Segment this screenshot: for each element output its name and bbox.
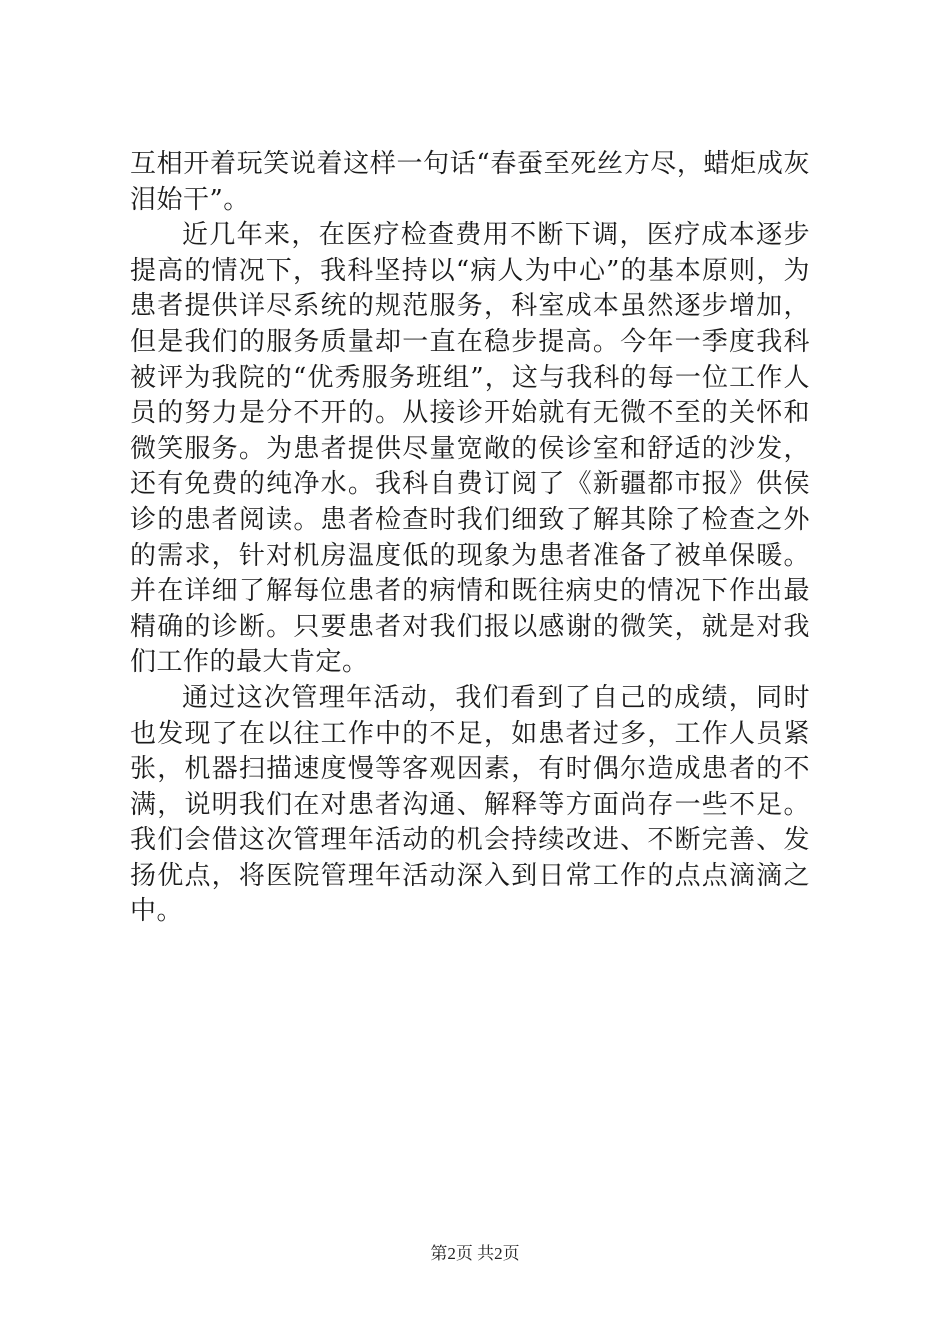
document-body bbox=[130, 147, 810, 930]
page-footer: 第2页 共2页 bbox=[430, 1244, 520, 1263]
paragraph-continuation: 互相开着玩笑说着这样一句话“春蚕至死丝方尽，蜡炬成灰泪始干”。 bbox=[130, 149, 810, 215]
paragraph-management-year: 通过这次管理年活动，我们看到了自己的成绩，同时也发现了在以往工作中的不足，如患者过多，工作人员紧张，机器扫描速度慢等客观因素，有时偶尔造成患者的不满，说明我们在对患者沟通、解释等方面尚存一些不足。我们会借这次管理年活动的机会持续改进、不断完善、发扬优点，将医院管理年活动深入到日常工作的点点滴滴之中。 bbox=[130, 682, 810, 927]
paragraph-service-quality: 近几年来，在医疗检查费用不断下调，医疗成本逐步提高的情况下，我科坚持以“病人为中心”的基本原则，为患者提供详尽系统的规范服务，科室成本虽然逐步增加，但是我们的服务质量却一直在稳步提高。今年一季度我科被评为我院的“优秀服务班组”，这与我科的每一位工作人员的努力是分不开的。从接诊开始就有无微不至的关怀和微笑服务。为患者提供尽量宽敞的侯诊室和舒适的沙发，还有免费的纯净水。我科自费订阅了《新疆都市报》供侯诊的患者阅读。患者检查时我们细致了解其除了检查之外的需求，针对机房温度低的现象为患者准备了被单保暖。并在详细了解每位患者的病情和既往病史的情况下作出最精确的诊断。只要患者对我们报以感谢的微笑，就是对我们工作的最大肯定。 bbox=[130, 220, 810, 678]
